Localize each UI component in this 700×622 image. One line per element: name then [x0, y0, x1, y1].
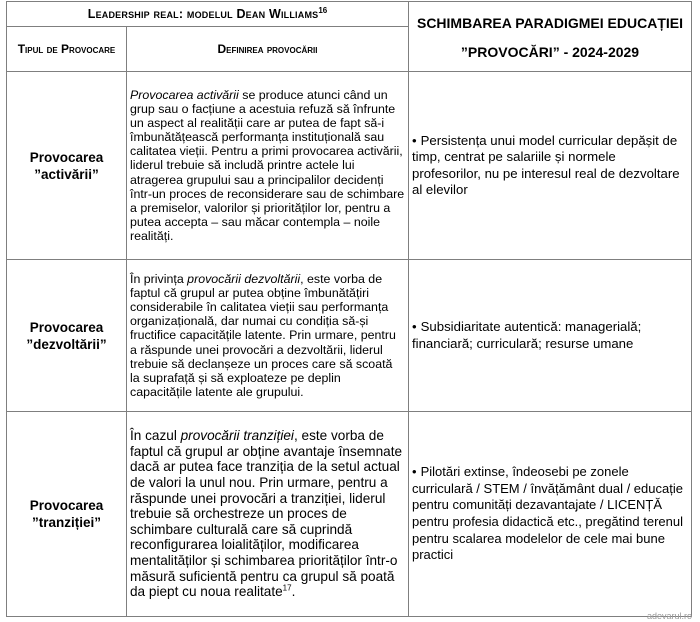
- paradigm-change: [409, 72, 692, 260]
- challenge-definition: [127, 412, 409, 617]
- source-watermark: adevarul.ro: [646, 611, 692, 621]
- definition-column-label: Definirea provocării: [217, 42, 318, 56]
- model-title: Leadership real: modelul Dean Williams: [87, 7, 319, 22]
- bullet-icon: •: [412, 319, 417, 335]
- paradigm-change: [409, 260, 692, 412]
- paradigm-change-text: Subsidiaritate autentică: managerială; financiară; curriculară; resurse umane: [412, 319, 642, 351]
- definition-text: , este vorba de faptul că grupul ar putea obține îmbunătățiri considerabile în calitatea vieții sau performanța organizațională, dar numai cu condiția să-și fructifice capacitățile latente. Prin urmare, pentru a răspunde unei provocări a dezvoltării, liderul trebuie să declanșeze un proces care să scoată la suprafață și să exploateze pe deplin capacitățile latente ale grupului.: [130, 272, 396, 399]
- definition-text: se produce atunci când un grup sau o facțiune a acestuia refuză să înfrunte un aspect al realității care ar putea de fapt să-i îmbunătățească performanța instituțională sau calitatea vieții. Pentru a primi provocarea activării, liderul trebuie să includă printre actele lui atragerea grupului sau a principalilor decidenți într-un proces de reconsiderare sau de schimbare a premiselor, valorilor și priorităților lor, pentru a putea accepta – sau măcar contempla – noile realități.: [130, 87, 405, 243]
- footnote-ref: 16: [318, 6, 328, 16]
- challenge-definition: [127, 260, 409, 412]
- definition-emphasis: provocării tranziției: [180, 428, 294, 444]
- challenge-type: Provocarea ”dezvoltării”: [7, 260, 127, 412]
- bullet-icon: •: [412, 133, 417, 149]
- definition-end: .: [291, 584, 296, 600]
- footnote-ref: 17: [282, 583, 292, 593]
- paradigm-table: [6, 1, 692, 617]
- paradigm-subtitle: ”PROVOCĂRI” - 2024-2029: [460, 43, 640, 60]
- definition-column-header: [127, 27, 409, 72]
- definition-text: , este vorba de faptul că grupul ar obține avantaje însemnate dacă ar putea face tranziția de la setul actual de valori la unul nou. Prin urmare, pentru a răspunde unei provocări a tranziției, liderul trebuie să orchestreze un proces de schimbare culturală care să cuprindă reconfigurarea loialităților, modificarea mentalităților și schimbarea priorităților într-o măsură suficientă pentru ca grupul să poată da piept cu noua realitate: [130, 428, 403, 600]
- type-column-label: Tipul de Provocare: [17, 42, 116, 56]
- challenge-definition: [127, 72, 409, 260]
- paradigm-change-text: Pilotări extinse, îndeosebi pe zonele curriculară / STEM / învățământ dual / educație pentru comunități dezavantajate / LICENȚĂ pentru profesia didactică etc., pregătind terenul pentru scalarea modelelor de cele mai bune practici: [412, 464, 684, 563]
- table-header-row: [7, 2, 692, 27]
- definition-prefix: În cazul: [130, 428, 181, 444]
- model-title-cell: [7, 2, 409, 27]
- bullet-icon: •: [412, 464, 417, 480]
- definition-emphasis: provocării dezvoltării: [187, 272, 301, 287]
- paradigm-title: SCHIMBAREA PARADIGMEI EDUCAȚIEI: [416, 14, 683, 31]
- table-row: [7, 412, 692, 617]
- type-column-header: [7, 27, 127, 72]
- table-row: [7, 72, 692, 260]
- challenge-type: Provocarea ”activării”: [7, 72, 127, 260]
- challenge-type: Provocarea ”tranziției”: [7, 412, 127, 617]
- definition-prefix: În privința: [130, 272, 188, 287]
- table-row: [7, 260, 692, 412]
- paradigm-change: [409, 412, 692, 617]
- paradigm-title-cell: [409, 2, 692, 72]
- definition-emphasis: Provocarea activării: [130, 87, 239, 102]
- paradigm-change-text: Persistența unui model curricular depășit de timp, centrat pe salariile și normele profesorilor, nu pe interesul real de dezvoltare al elevilor: [412, 133, 680, 197]
